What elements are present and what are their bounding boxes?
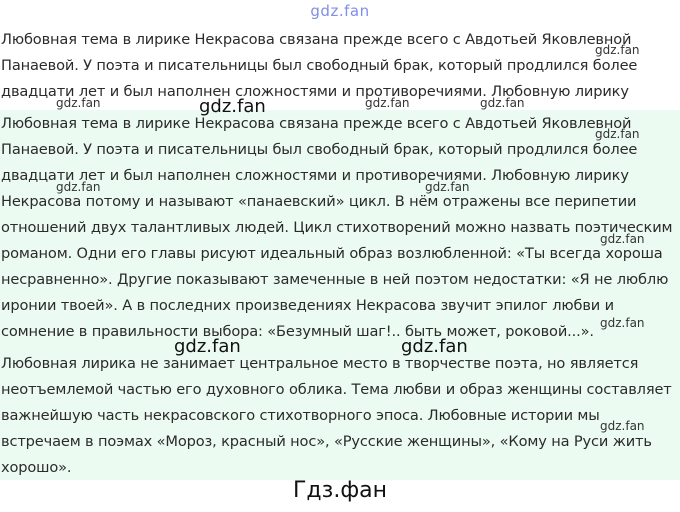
watermark: gdz.fan — [600, 232, 645, 246]
footer-watermark: Гдз.фан — [293, 478, 387, 503]
answer-paragraph-1: Любовная тема в лирике Некрасова связана прежде всего с Авдотьей Яковлевной Панаевой. У поэта и писательницы был свободный брак, который продлился более двадцати лет и был наполнен сложностями и противоречиями. Любовную лирику Некрасова потому и называют «панаевский» цикл. В нём отражены все перипетии отношений двух талантливых людей. Цикл стихотворений можно назвать поэтическим романом. Одни его главы рисуют идеальный образ возлюбленной: «Ты всегда хороша несравненно». Другие показывают замеченные в ней поэтом недостатки: «Я не люблю иронии твоей». А в последних произведениях Некрасова звучит эпилог любви и сомнение в правильности выбора: «Безумный шаг!.. быть может, роковой...». — [1, 115, 673, 340]
watermark: gdz.fan — [401, 336, 468, 357]
watermark: gdz.fan — [480, 96, 525, 110]
watermark: gdz.fan — [600, 419, 645, 433]
watermark: gdz.fan — [56, 180, 101, 194]
watermark: gdz.fan — [56, 96, 101, 110]
watermark: gdz.fan — [595, 43, 640, 57]
watermark: gdz.fan — [174, 336, 241, 357]
watermark: gdz.fan — [199, 96, 266, 117]
intro-paragraph: Любовная тема в лирике Некрасова связана прежде всего с Авдотьей Яковлевной Панаевой. У поэта и писательницы был свободный брак, который продлился более двадцати лет и был наполнен сложностями и противоречиями. Любовную лирику — [1, 31, 638, 100]
watermark: gdz.fan — [365, 96, 410, 110]
watermark-top: gdz.fan — [310, 2, 370, 20]
watermark: gdz.fan — [600, 316, 645, 330]
answer-paragraph-2: Любовная лирика не занимает центральное место в творчестве поэта, но является неотъемлемой частью его духовного облика. Тема любви и образ женщины составляет важнейшую часть некрасовского стихотворного эпоса. Любовные истории мы встречаем в поэмах «Мороз, красный нос», «Русские женщины», «Кому на Руси жить хорошо». — [1, 355, 672, 476]
watermark: gdz.fan — [425, 180, 470, 194]
watermark: gdz.fan — [595, 127, 640, 141]
